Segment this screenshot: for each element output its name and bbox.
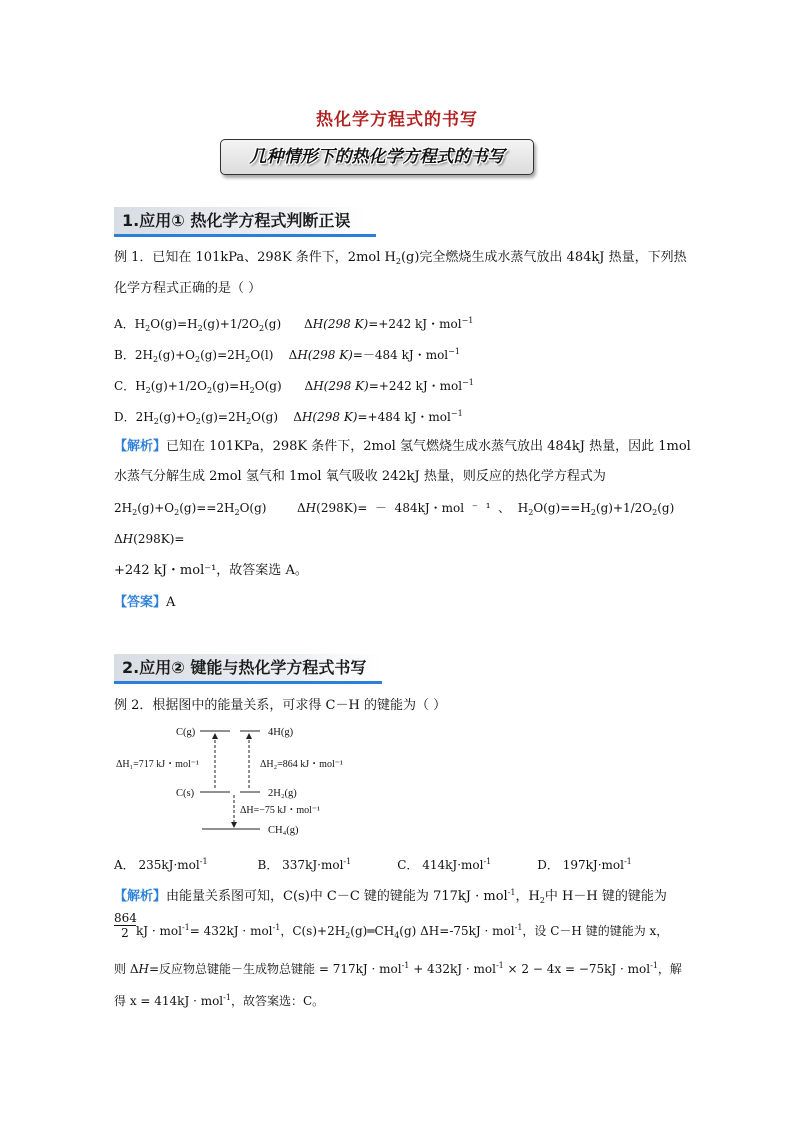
dh-label: ΔH=−75 kJ・mol⁻¹ [240,805,321,816]
ch4-label: CH₄(g) [268,825,299,836]
cg-label: C(g) [176,727,196,738]
example-1-solution-line-1: 【解析】已知在 101KPa，298K 条件下，2mol 氢气燃烧生成水蒸气放出 484kJ 热量，因此 1mol [114,439,691,454]
dh1-label: ΔH₁=717 kJ・mol⁻¹ [116,759,200,770]
option-c: C．$H_2(g)+1/2O_2(g)=H_2O(g)$ ΔH(298 K)=+242 kJ・mol$^{-1}$ [114,378,474,395]
option-a: A．$H_2O(g)=H_2(g)+1/2O_2(g)$ ΔH(298 K)=+242 kJ・mol$^{-1}$ [114,316,474,333]
topic-banner: 几种情形下的热化学方程式的书写 [220,139,534,175]
dh2-label: ΔH₂=864 kJ・mol⁻¹ [260,759,344,770]
document-title: 热化学方程式的书写 [316,110,478,130]
fraction-864-over-2: $\frac{864}{2}$ [114,911,137,940]
option-a: A． 235kJ·mol$^{-1}$ [114,857,208,872]
section-2-title: 应用② 键能与热化学方程式书写 [139,658,367,677]
example-1-solution-line-2: 水蒸气分解生成 2mol 氢气和 1mol 氧气吸收 242kJ 热量，则反应的热化学方程式为 [114,469,606,484]
option-d: D．$2H_2(g)+O_2(g)=2H_2O(g)$ ΔH(298 K)=+484 kJ・mol$^{-1}$ [114,409,463,426]
option-b: B． 337kJ·mol$^{-1}$ [257,857,352,872]
h4-label: 4H(g) [268,727,294,738]
example-1-question-line-2: 化学方程式正确的是（ ） [114,281,262,296]
section-1-header [114,207,376,237]
energy-diagram [112,720,372,842]
example-2-solution-line-2: kJ · mol$^{-1}$= 432kJ · mol$^{-1}$，$C(s)+2H_2(g)═CH_4(g) \Delta H=-75kJ \cdot mol^{-1}$，设 C－H 键的键能为 x， [136,923,669,940]
example-2-options [114,852,682,875]
cs-label: C(s) [176,788,195,799]
example-1-solution-line-5: +242 kJ・mol⁻¹，故答案选 A。 [114,563,308,578]
example-1-question-line-1: 例 1．已知在 101kPa、298K 条件下，2mol $H_2(g)$完全燃烧生成水蒸气放出 484kJ 热量，下列热 [114,250,687,266]
option-d: D． 197kJ·mol$^{-1}$ [537,857,632,872]
example-1-answer: 【答案】A [114,595,176,610]
example-2-solution-line-3: 则 ΔH=反应物总键能－生成物总键能 = 717kJ · mol$^{-1}$ + 432kJ · mol$^{-1}$ × 2 − 4x = −75kJ · mol$^{-1}$，解 [114,961,682,976]
section-1-title: 应用① 热化学方程式判断正误 [139,211,351,230]
example-1-solution-line-3: $2H_2(g)+O_2(g)==2H_2O(g)$ ΔH(298K)= － 484kJ・mol ⁻ ¹ 、 $H_2O(g)==H_2(g)+1/2O_2(g)$ [114,501,675,517]
section-1-number: 1. [122,211,140,230]
option-b: B．$2H_2(g)+O_2(g)=2H_2O(l)$ ΔH(298 K)=－484 kJ・mol$^{-1}$ [114,347,460,364]
option-c: C． 414kJ·mol$^{-1}$ [397,857,492,872]
example-2-solution-line-1: 【解析】由能量关系图可知，C(s)中 C－C 键的键能为 717kJ · mol$^{-1}$，$H_2$中 H－H 键的键能为 [114,888,667,905]
example-2-solution-line-4: 得 x = 414kJ · mol$^{-1}$，故答案选：C。 [114,993,325,1008]
section-2-header [114,654,382,684]
example-2-question: 例 2．根据图中的能量关系，可求得 C－H 的键能为（ ） [114,698,447,713]
example-1-solution-line-4: ΔH(298K)= [114,532,185,546]
section-2-number: 2. [122,658,140,677]
h2-label: 2H₂(g) [268,788,297,799]
